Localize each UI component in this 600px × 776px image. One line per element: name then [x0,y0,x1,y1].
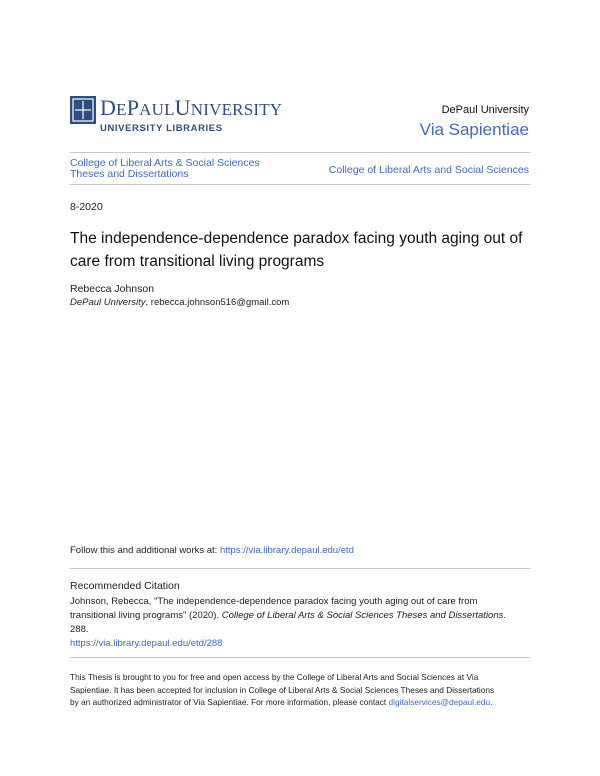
document-title: The independence-dependence paradox facing youth aging out of care from transitional living programs [70,230,523,270]
citation-text: Johnson, Rebecca, "The independence-dependence paradox facing youth aging out of care from transitional living programs" (2020). College of Liberal Arts & Social Sciences Theses and Dissertations. 288. https://via.library.depaul.edu/etd/288 [70,595,530,651]
citation-url-link[interactable]: https://via.library.depaul.edu/etd/288 [70,638,223,649]
access-statement: This Thesis is brought to you for free and open access by the College of Liberal Arts and Social Sciences at Via Sapientiae. It has been accepted for inclusion in College of Liberal Arts & Social Sciences Theses and Dissertations by an authorized administrator of Via Sapientiae. For more information, please contact digitalservices@depaul.edu. [70,672,495,707]
etd-collection-link[interactable]: https://via.library.depaul.edu/etd [219,545,354,556]
depaul-university-logo[interactable]: DEPAULUNIVERSITY [100,95,283,120]
repository-institution: DePaul University [441,104,529,116]
follow-works-line: Follow this and additional works at: https://via.library.depaul.edu/etd [70,545,354,556]
recommended-citation-heading: Recommended Citation [70,580,180,592]
divider [70,152,530,153]
author-name: Rebecca Johnson [70,283,155,295]
divider [70,568,530,569]
repository-name-link[interactable]: Via Sapientiae [419,120,529,139]
publication-date: 8-2020 [70,201,103,213]
university-libraries-label: UNIVERSITY LIBRARIES [100,123,223,134]
author-affiliation: DePaul University, rebecca.johnson516@gmail.com [70,297,290,308]
divider [70,657,530,658]
series-link[interactable]: College of Liberal Arts & Social Sciences Theses and Dissertations [70,157,260,180]
department-link[interactable]: College of Liberal Arts and Social Sciences [328,164,529,176]
depaul-seal-icon [70,96,96,124]
contact-email-link[interactable]: digitalservices@depaul.edu [388,697,491,707]
divider [70,184,530,185]
